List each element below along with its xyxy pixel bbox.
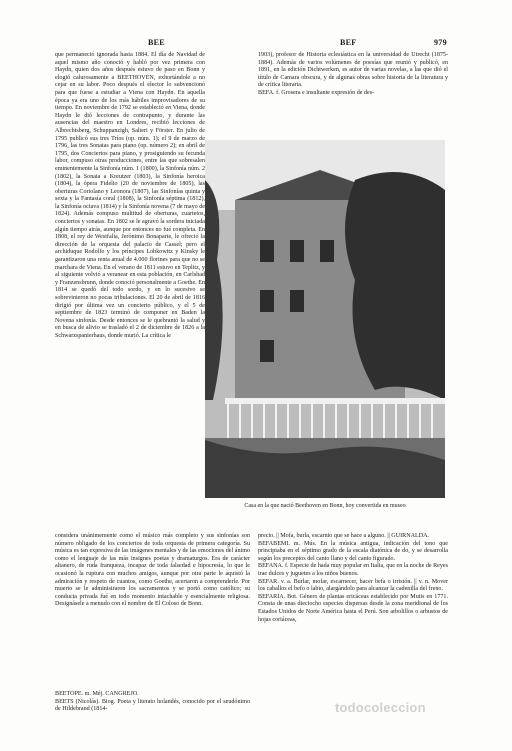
running-head-left: BEE — [148, 38, 165, 47]
paragraph: 1903), profesor de Historia eclesiástica en la universidad de Utrecht (1875-1884). Además de varios volúmenes de poesías que reunió y publicó, en 1891, en la edición Dichtwerken, es autor de varias novelas, a las que dió el título de Camara obscura, y de algunas obras sobre historia de la literatura y de crítica literaria. — [258, 52, 448, 89]
entry-befaria: BEFARIA. Bot. Género de plantas ericáceas establecido por Mutis en 1771. Consta de unas dieciocho especies dispersas desde la zona meridional de los Estados Unidos de Norte América hasta el Perú. Son arbolillos o arbustos de hojas coriáceas, — [258, 593, 448, 623]
right-column-bottom — [258, 533, 448, 624]
watermark-logo: todocoleccion — [335, 700, 426, 715]
entry-beetope: BEETOPE. m. Méj. CANGREJO. — [55, 691, 139, 697]
paragraph: que permaneció ignorada hasta 1884. El día de Navidad de aquel mismo año conoció y habló por vez primera con Haydn, quien dos años después estuvo de paso en Bonn y elogió calurosamente a BEETHOVEN, exhortándole a no cejar en su labor. Poco después el elector lo subvencionó para que fuese a estudiar a Viena con Haydn. En aquella época ya era uno de los más hábiles improvisadores de su tiempo. En noviembre de 1792 se estableció en Viena, donde Haydn le dió lecciones de contrapunto, y durante las ausencias del maestro en Londres, recibió lecciones de Albrechtsberg, Schuppanzigh, Salieri y Förster. En julio de 1795 publicó sus tres Tríos (op. núm. 1); el 9 de marzo de 1796, las tres Sonatas para piano (op. número 2); en abril de 1795, dos Conciertos para piano, y prosiguiendo su fecunda labor, compuso otras producciones, entre las que sobresalen eminentemente la Sinfonía núm. 1 (1800), la Sinfonía núm. 2 (1802), la Sonata a Kreutzer (1803), la Sinfonía heroica (1804), la ópera Fidelio (20 de noviembre de 1805), las oberturas Coriolano y Leonora (1807), las Sinfonías quinta y sexta y la Fantasía coral (1808), la Sinfonía séptima (1812), la Sinfonía octava (1814) y la Sinfonía novena (7 de mayo de 1824). Además compuso multitud de oberturas, cuartetos, conciertos y sonatas. En 1802 se le agravó la sordera iniciada algún tiempo atrás, aunque por entonces no fué completa. En 1808, el rey de Westfalia, Jerónimo Bonaparte, le ofreció la dirección de la orquesta del palacio de Cassel; pero el archiduque Rodolfo y los príncipes Lobkowitz y Kinsky le garantizaron una renta anual de 4.000 florines para que no se marchara de Viena. En el verano de 1811 estuvo en Teplitz, y al siguiente volvió a veranear en esta población, en Carlsbad y Franzensbrunn, donde conoció personalmente a Goethe. En 1814 se quedó del todo sordo, y en lo sucesivo se sobrevinieron no pocas tribulaciones. El 20 de abril de 1816 dirigió por última vez un concierto público, y el 5 de septiembre de 1823 terminó de componer en Baden la Novena sinfonía. Desde entonces se le quebrantó la salud y en busca de alivio se trasladó el 2 de diciembre de 1826 a la Schwarzspanierhaus, donde murió. La crítica le — [55, 52, 205, 339]
left-column-continuation — [55, 533, 250, 609]
paragraph: precio. || Mofa, burla, escarnio que se hace a alguno. || GUIRNALDA. — [258, 533, 430, 539]
beethoven-house-photo — [205, 140, 445, 498]
photo-caption: Casa en la que nació Beethoven en Bonn, hoy convertida en museo — [244, 503, 406, 509]
entry-befabemi: BEFABEMI. m. Mús. En la música antigua, indicación del tono que principiaba en el séptimo grado de la escala diatónica de do, y se desarrolla según los preceptos del canto llano y del canto figurado. — [258, 540, 448, 562]
entry-befana: BEFANA. f. Especie de hada muy popular en Italia, que en la noche de Reyes trae dulces y juguetes a los niños buenos. — [258, 563, 448, 577]
entry-befa: BEFA. f. Grosera e insultante expresión de des- — [258, 89, 375, 96]
entry-befar: BEFAR. v. a. Burlar, mofar, escarnecer, hacer befa o irrisión. || v. n. Mover los caballos el befo o labio, alargándolo para alcanzar la cadenilla del freno. — [258, 578, 448, 593]
right-column-top — [258, 52, 448, 98]
page-number: 979 — [434, 38, 447, 47]
left-column-text — [55, 52, 205, 341]
left-column-entries — [55, 691, 250, 714]
running-head-center: BEF — [340, 38, 357, 47]
paragraph: considera unánimemente como el músico más completo y sus sinfonías son número obligado de los conciertos de toda orquesta de primera categoría. Su música es tan expresiva de las imágenes mentales y de las emociones del ánimo como el lenguaje de las más insignes poetas y dramaturgos. Era de carácter altanero, de ruda franqueza, incapaz de toda falsedad e hipocresía, lo que le ocasionó la ruptura con muchos amigos, aunque por otra parte le aquistó la admiración y respeto de cuantos, como Goethe, acertaron a comprenderle. Por muerto se le administraron los sacramentos y se portó como católico; su conducta privada fué en todo momento intachable y esencialmente religiosa. Designásele a menudo con el nombre de El Coloso de Bonn. — [55, 533, 250, 608]
entry-beets: BEETS (Nicolás). Biog. Poeta y literato holandés, conocido por el seudónimo de Hildebrand (1814- — [55, 698, 250, 713]
